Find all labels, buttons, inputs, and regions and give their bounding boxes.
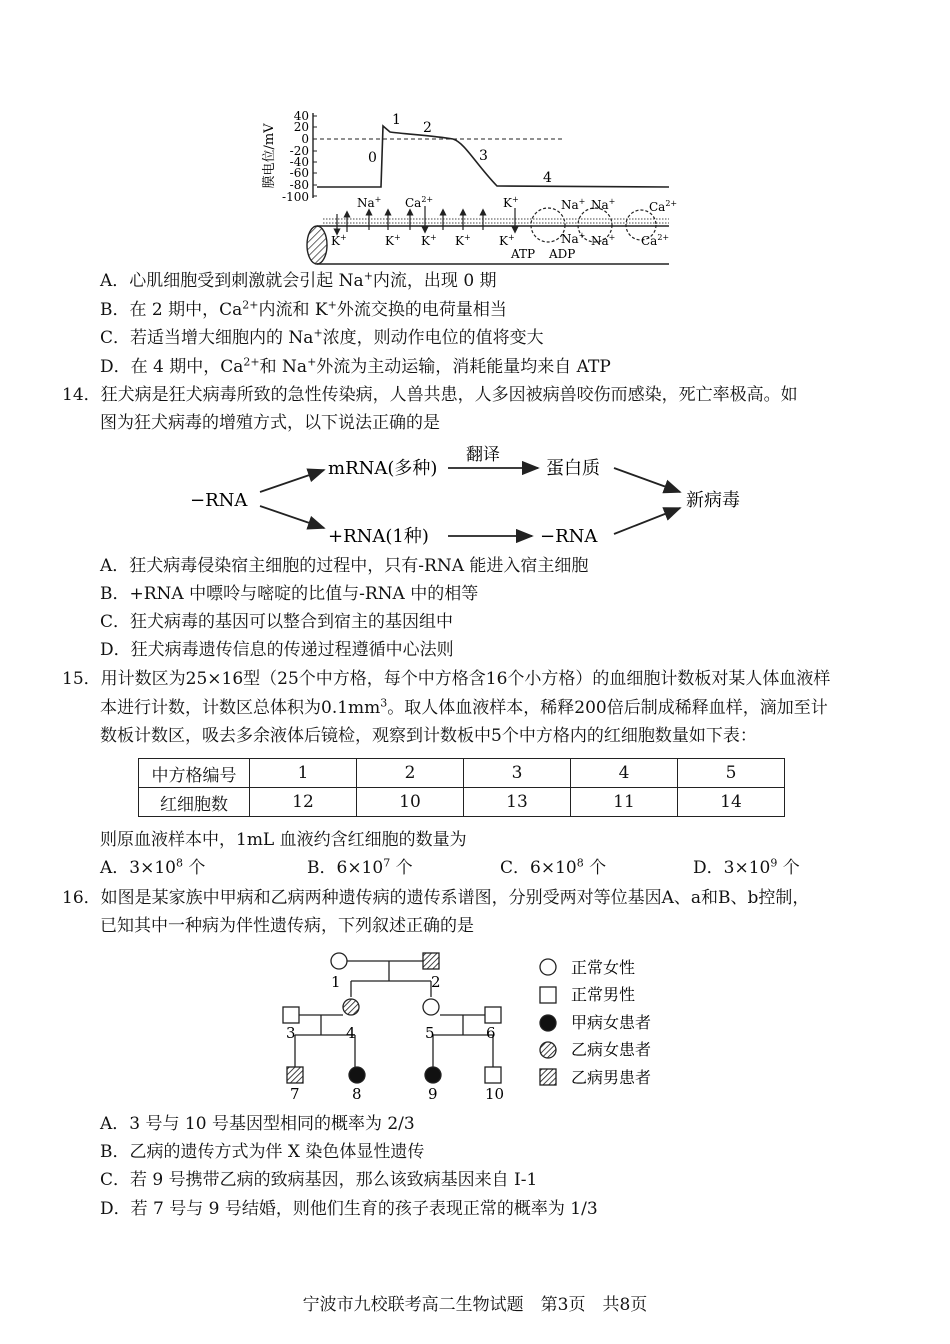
legend-label: 正常男性 <box>571 985 636 1004</box>
table-cell: 5 <box>678 759 785 788</box>
pedigree-chart <box>275 945 695 1105</box>
y-axis-label: 膜电位/mV <box>262 123 277 189</box>
pedigree-id: 3 <box>286 1024 296 1042</box>
y-tick: -60 <box>289 166 309 180</box>
table-cell: 1 <box>250 759 357 788</box>
svg-text:Ca2+: $Ca^{2+}$ <box>405 195 434 210</box>
ion-label: K <box>385 234 394 248</box>
svg-text:Na+: Na+ <box>357 195 382 210</box>
q13-option-d: D．在 4 期中，$Ca^{2+}$和 Na+外流为主动运输，消耗能量均来自 ATP <box>100 355 611 377</box>
q14-option-c: C．狂犬病毒的基因可以整合到宿主的基因组中 <box>100 612 454 632</box>
legend-label: 乙病男患者 <box>571 1068 652 1087</box>
ion-label: Ca <box>405 196 422 210</box>
q15-question: 则原血液样本中，1mL 血液约含红细胞的数量为 <box>100 830 467 850</box>
y-tick: -40 <box>289 155 309 169</box>
pedigree-id: 7 <box>290 1085 300 1103</box>
svg-text:Na+: Na+ <box>591 197 616 212</box>
phase-label: 4 <box>543 170 552 186</box>
individual-2 <box>423 953 439 969</box>
individual-6 <box>485 1007 501 1023</box>
q14-option-d: D．狂犬病毒遗传信息的传递过程遵循中心法则 <box>100 640 454 660</box>
q13-option-b: B．在 2 期中，$Ca^{2+}$内流和 K+外流交换的电荷量相当 <box>100 298 507 320</box>
q15-option-b: B．$6\times 10^7$ 个 <box>307 856 413 878</box>
svg-text:Na+: Na+ <box>561 231 586 246</box>
y-tick: 20 <box>293 120 309 134</box>
legend-normal-female-icon <box>540 959 556 975</box>
phase-label: 3 <box>479 148 488 164</box>
y-tick: -100 <box>282 190 309 204</box>
svg-text:K+: K+ <box>455 233 471 248</box>
ion-label: Na <box>591 234 609 248</box>
ion-label: Na <box>591 198 609 212</box>
svg-text:K+: K+ <box>331 233 347 248</box>
table-cell: 3 <box>464 759 571 788</box>
table-cell: 10 <box>357 788 464 817</box>
table-row <box>139 759 785 788</box>
row-header: 红细胞数 <box>139 788 250 817</box>
q15-stem: 15．用计数区为25×16型（25个中方格，每个中方格含16个小方格）的血细胞计数板对某人体血液样 <box>62 669 831 689</box>
ion-label: K <box>421 234 430 248</box>
q15-option-a: A．$3\times 10^8$ 个 <box>100 856 206 878</box>
pedigree-id: 2 <box>431 973 441 991</box>
phase-label: 1 <box>392 112 401 128</box>
q16-stem-line2: 已知其中一种病为伴性遗传病，下列叙述正确的是 <box>100 916 474 936</box>
label-translate: 翻译 <box>466 445 500 465</box>
individual-8 <box>349 1067 365 1083</box>
q16-option-a: A．3 号与 10 号基因型相同的概率为 2/3 <box>100 1114 415 1134</box>
individual-3 <box>283 1007 299 1023</box>
ion-label: K <box>499 234 508 248</box>
q14-option-a: A．狂犬病毒侵染宿主细胞的过程中，只有-RNA 能进入宿主细胞 <box>100 556 589 576</box>
ion-label: Na <box>357 196 375 210</box>
ion-label: K <box>503 196 512 210</box>
node-minus-rna: −RNA <box>190 490 248 511</box>
q13-option-a: A．心肌细胞受到刺激就会引起 Na+内流，出现 0 期 <box>100 269 497 291</box>
membrane-cross-section <box>307 226 327 264</box>
table-cell: 12 <box>250 788 357 817</box>
table-cell: 2 <box>357 759 464 788</box>
legend-disease-b-female-icon <box>540 1042 556 1058</box>
rbc-count-table <box>138 758 785 817</box>
y-tick: 40 <box>293 109 309 123</box>
legend-disease-a-female-icon <box>540 1015 556 1031</box>
ion-label: Na <box>561 198 579 212</box>
phase-label: 0 <box>368 150 377 166</box>
svg-text:Na+: Na+ <box>561 197 586 212</box>
individual-9 <box>425 1067 441 1083</box>
table-cell: 11 <box>571 788 678 817</box>
legend-label: 正常女性 <box>571 958 636 977</box>
svg-text:Ca2+: $Ca^{2+}$ <box>641 233 670 248</box>
pedigree-id: 8 <box>352 1085 362 1103</box>
table-cell: 4 <box>571 759 678 788</box>
table-cell: 14 <box>678 788 785 817</box>
q14-stem-line2: 图为狂犬病毒的增殖方式，以下说法正确的是 <box>100 413 440 433</box>
table-row <box>139 788 785 817</box>
individual-10 <box>485 1067 501 1083</box>
ion-label: Na <box>561 232 579 246</box>
node-mrna: mRNA(多种) <box>328 458 438 479</box>
node-new-virus: 新病毒 <box>686 490 740 511</box>
individual-7 <box>287 1067 303 1083</box>
individual-5 <box>423 999 439 1015</box>
rabies-replication-diagram <box>180 440 780 555</box>
q15-stem-line2: 本进行计数，计数区总体积为$0.1mm^3$。取人体血液样本，稀释200倍后制成稀释血样，滴加至计 <box>100 696 828 718</box>
q15-option-c: C．$6\times 10^8$ 个 <box>500 856 607 878</box>
adp-label: ADP <box>549 247 576 261</box>
individual-4 <box>343 999 359 1015</box>
y-tick: -20 <box>289 144 309 158</box>
node-minus-rna-2: −RNA <box>540 526 598 547</box>
node-plus-rna: +RNA(1种) <box>328 526 429 547</box>
pedigree-id: 1 <box>331 973 341 991</box>
q16-option-b: B．乙病的遗传方式为伴 X 染色体显性遗传 <box>100 1142 425 1162</box>
pedigree-id: 4 <box>346 1024 356 1042</box>
svg-text:K+: K+ <box>385 233 401 248</box>
row-header: 中方格编号 <box>139 759 250 788</box>
phase-label: 2 <box>423 120 432 136</box>
y-tick: -80 <box>289 178 309 192</box>
svg-text:K+: K+ <box>503 195 519 210</box>
pedigree-id: 6 <box>486 1024 496 1042</box>
individual-1 <box>331 953 347 969</box>
q14-option-b: B．+RNA 中嘌呤与嘧啶的比值与-RNA 中的相等 <box>100 584 479 604</box>
q16-option-d: D．若 7 号与 9 号结婚，则他们生育的孩子表现正常的概率为 1/3 <box>100 1199 598 1219</box>
pedigree-id: 9 <box>428 1085 438 1103</box>
action-potential-figure <box>262 108 685 278</box>
q16-stem: 16．如图是某家族中甲病和乙病两种遗传病的遗传系谱图，分别受两对等位基因A、a和B、b控制， <box>62 888 810 908</box>
q13-option-c: C．若适当增大细胞内的 Na+浓度，则动作电位的值将变大 <box>100 326 544 348</box>
legend-label: 乙病女患者 <box>571 1040 652 1059</box>
ion-label: K <box>455 234 464 248</box>
svg-text:K+: K+ <box>499 233 515 248</box>
y-tick: 0 <box>301 132 309 146</box>
q14-stem: 14．狂犬病是狂犬病毒所致的急性传染病，人兽共患，人多因被病兽咬伤而感染，死亡率极高。如 <box>62 385 798 405</box>
node-protein: 蛋白质 <box>546 458 600 479</box>
pedigree-id: 5 <box>425 1024 435 1042</box>
table-cell: 13 <box>464 788 571 817</box>
svg-text:K+: K+ <box>421 233 437 248</box>
pedigree-id: 10 <box>485 1085 505 1103</box>
ion-label: K <box>331 234 340 248</box>
ion-label: Ca <box>641 234 658 248</box>
svg-text:Na+: Na+ <box>591 233 616 248</box>
atp-label: ATP <box>511 247 536 261</box>
q15-stem-line3: 数板计数区，吸去多余液体后镜检，观察到计数板中5个中方格内的红细胞数量如下表： <box>100 726 757 746</box>
svg-text:Ca2+: $Ca^{2+}$ <box>649 199 678 214</box>
q16-option-c: C．若 9 号携带乙病的致病基因，那么该致病基因来自 I-1 <box>100 1170 538 1190</box>
legend-label: 甲病女患者 <box>571 1013 652 1032</box>
legend-normal-male-icon <box>540 987 556 1003</box>
legend-disease-b-male-icon <box>540 1069 556 1085</box>
page-footer: 宁波市九校联考高二生物试题 第3页 共8页 <box>302 1295 648 1315</box>
q15-option-d: D．$3\times 10^9$ 个 <box>693 856 800 878</box>
ion-label: Ca <box>649 200 666 214</box>
